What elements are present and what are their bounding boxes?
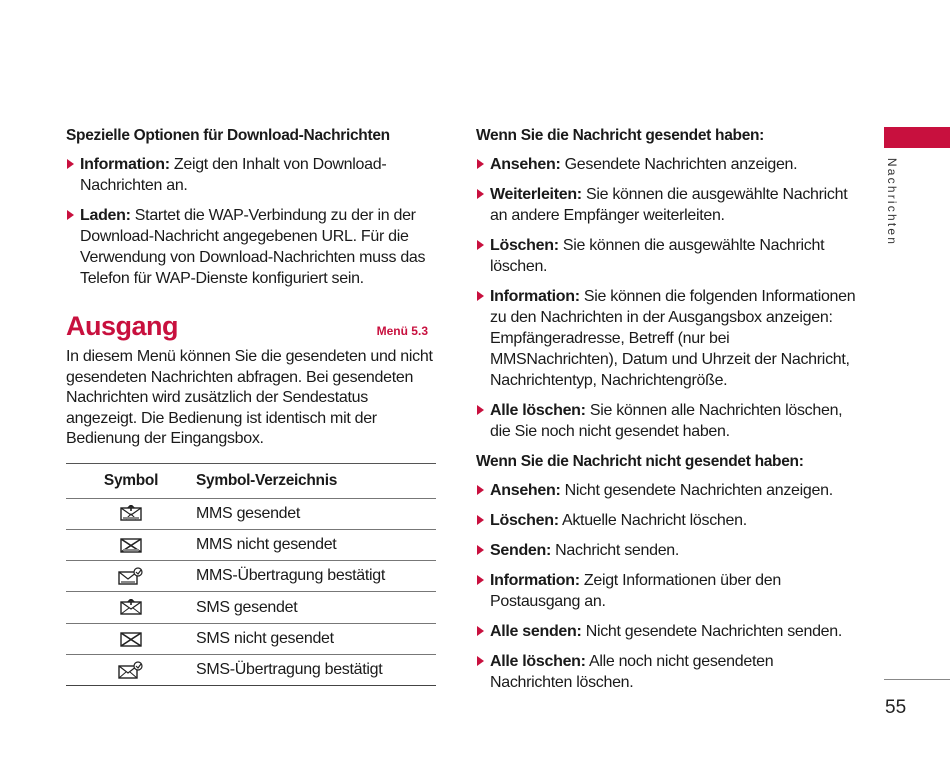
bullet-unsent-senden [476,540,856,561]
bullet-term: Ansehen: [490,482,561,499]
bullet-term: Ansehen: [490,156,561,173]
column-header-directory: Symbol-Verzeichnis [196,463,436,498]
bullet-text: Sie können die ausgewählte Nachricht an andere Empfänger weiterleiten. [490,186,848,224]
symbol-label: SMS nicht gesendet [196,623,436,654]
chapter-tab [884,127,950,148]
symbol-label: MMS nicht gesendet [196,529,436,560]
bullet-text: Gesendete Nachrichten anzeigen. [560,156,798,173]
bullet-sent-loeschen [476,235,856,277]
table-row [66,592,436,623]
page-number: 55 [885,697,907,718]
table-row [66,623,436,654]
bullet-term: Weiterleiten: [490,186,582,203]
bullet-sent-alle-loeschen [476,400,856,442]
bullet-download-laden [66,205,436,289]
bullet-text: Sie können die ausgewählte Nachricht löschen. [490,237,825,275]
left-column [66,126,436,686]
table-row [66,561,436,592]
bullet-text: Nicht gesendete Nachrichten anzeigen. [560,482,833,499]
bullet-text: Alle noch nicht gesendeten Nachrichten löschen. [490,653,774,691]
bullet-term: Information: [80,156,170,173]
bullet-text: Aktuelle Nachricht löschen. [558,512,747,529]
bullet-text: Nachricht senden. [551,542,680,559]
bullet-text: Zeigt Informationen über den Postausgang an. [490,572,781,610]
bullet-term: Alle löschen: [490,402,586,419]
bullet-text: Zeigt den Inhalt von Download-Nachrichten an. [80,156,387,194]
table-header-row [66,463,436,498]
bullet-term: Laden: [80,207,131,224]
symbol-label: MMS gesendet [196,498,436,529]
bullet-term: Alle senden: [490,623,582,640]
chapter-label-text: Nachrichten [885,157,899,247]
bullet-text: Sie können die folgenden Informationen zu den Nachrichten in der Ausgangsbox anzeigen: Empfängeradresse, Betreff (nur bei MMSNachrichten), Datum und Uhrzeit der Nachricht, Nachrichtentyp, Nachrichtengröße. [490,288,856,389]
table-row [66,498,436,529]
bullet-unsent-loeschen [476,510,856,531]
bullet-download-information [66,154,436,196]
bullet-unsent-information [476,570,856,612]
download-options-heading: Spezielle Optionen für Download-Nachrichten [66,127,390,144]
section-title: Ausgang [66,311,179,341]
section-intro: In diesem Menü können Sie die gesendeten und nicht gesendeten Nachrichten abfragen. Bei gesendeten Nachrichten wird zusätzlich der Sendestatus angezeigt. Die Bedienung ist identisch mit der Bedienung der Eingangsbox. [66,348,433,447]
section-header [66,311,436,341]
unsent-heading: Wenn Sie die Nachricht nicht gesendet haben: [476,453,804,470]
sms-not-sent-icon [120,631,142,647]
bullet-text: Nicht gesendete Nachrichten senden. [581,623,843,640]
column-header-symbol: Symbol [66,463,196,498]
menu-reference: Menü 5.3 [376,324,428,338]
bullet-unsent-alle-loeschen [476,651,856,693]
bullet-unsent-alle-senden [476,621,856,642]
bullet-text: Sie können alle Nachrichten löschen, die Sie noch nicht gesendet haben. [490,402,843,440]
page-number-rule [884,679,950,680]
bullet-unsent-ansehen [476,480,856,501]
symbol-label: MMS-Übertragung bestätigt [196,561,436,592]
right-column [476,126,856,702]
bullet-term: Alle löschen: [490,653,586,670]
mms-sent-icon [120,505,142,521]
mms-delivery-confirmed-icon [118,567,144,585]
bullet-term: Information: [490,288,580,305]
bullet-text: Startet die WAP-Verbindung zu der in der Download-Nachricht angegebenen URL. Für die Verwendung von Download-Nachrichten muss das Telefon für WAP-Dienste konfiguriert sein. [80,207,426,287]
bullet-sent-ansehen [476,154,856,175]
table-row [66,654,436,685]
mms-not-sent-icon [120,537,142,553]
bullet-term: Löschen: [490,237,559,254]
symbol-label: SMS-Übertragung bestätigt [196,654,436,685]
sms-sent-icon [120,599,142,615]
chapter-label [872,152,912,252]
sent-heading: Wenn Sie die Nachricht gesendet haben: [476,127,765,144]
bullet-sent-weiterleiten [476,184,856,226]
bullet-term: Information: [490,572,580,589]
table-row [66,529,436,560]
bullet-sent-information [476,286,856,391]
sms-delivery-confirmed-icon [118,661,144,679]
symbol-label: SMS gesendet [196,592,436,623]
symbol-table [66,463,436,687]
bullet-term: Senden: [490,542,552,559]
bullet-term: Löschen: [490,512,559,529]
